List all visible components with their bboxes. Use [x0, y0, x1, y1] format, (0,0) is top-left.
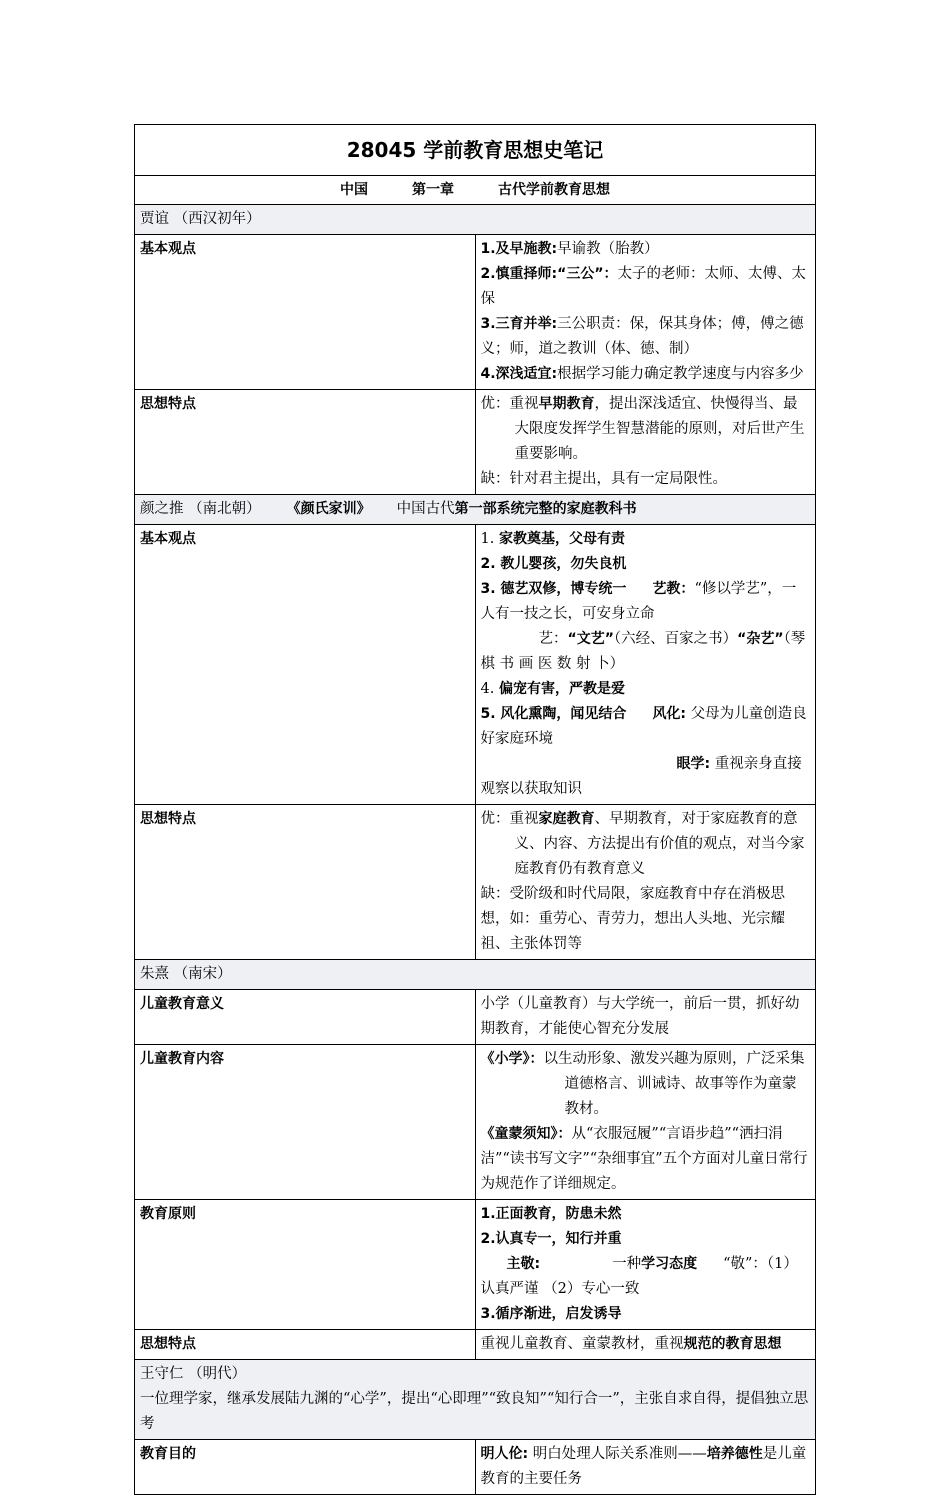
feature-pro: 优：重视早期教育，提出深浅适宜、快慢得当、最大限度发挥学生智慧潜能的原则，对后世产生重要影响。 [480, 396, 805, 462]
zhu-principle-row [135, 1200, 816, 1330]
content-xiaoxue: 《小学》：以生动形象、激发兴趣为原则，广泛采集道德格言、训诫诗、故事等作为童蒙教材。 [480, 1051, 805, 1117]
jiayi-feature-content [475, 390, 816, 495]
content-tongmeng: 《童蒙须知》：从“衣服冠履”“言语步趋”“洒扫涓洁”“读书写文字”“杂细事宜”五个方面对儿童日常行为规范作了详细规定。 [480, 1126, 808, 1192]
zhu-content-content [475, 1045, 816, 1200]
point-5: 5. 风化熏陶，闻见结合 风化: 父母为儿童创造良好家庭环境 [480, 706, 807, 747]
point-4: 4. 偏宠有害，严教是爱 [480, 681, 625, 697]
wang-goal-content: 明人伦: 明白处理人际关系准则——培养德性是儿童教育的主要任务 [475, 1440, 816, 1495]
section-zhu-header: 朱熹 （南宋） [135, 960, 816, 990]
chapter-country: 中国 [340, 182, 368, 198]
chapter-header [135, 176, 816, 205]
row-label: 教育目的 [135, 1440, 476, 1495]
principle-1: 1.正面教育，防患未然 [480, 1206, 622, 1222]
document-title: 28045 学前教育思想史笔记 [135, 125, 816, 176]
notes-table [134, 124, 816, 1495]
jiayi-feature-row [135, 390, 816, 495]
section-jiayi-header: 贾谊 （西汉初年） [135, 205, 816, 235]
point-3: 3.三育并举:三公职责：保，保其身体；傅，傅之德义；师，道之教训（体、德、制） [480, 316, 804, 357]
chapter-name: 古代学前教育思想 [498, 182, 610, 198]
chapter-number: 第一章 [412, 182, 454, 198]
notes-document [134, 124, 816, 1495]
yan-feature-row [135, 805, 816, 960]
point-3-arts: 艺：“文艺”（六经、百家之书）“杂艺”（琴 棋 书 画 医 数 射 卜） [480, 631, 806, 672]
zhu-feature-content: 重视儿童教育、童蒙教材，重视规范的教育思想 [475, 1330, 816, 1360]
zhu-content-row [135, 1045, 816, 1200]
feature-con: 缺：针对君主提出，具有一定局限性。 [480, 471, 727, 487]
point-3: 3. 德艺双修，博专统一 艺教：“修以学艺”，一人有一技之长，可安身立命 [480, 581, 797, 622]
zhu-meaning-content: 小学（儿童教育）与大学统一，前后一贯，抓好幼期教育，才能使心智充分发展 [475, 990, 816, 1045]
point-1: 1. 家教奠基，父母有责 [480, 531, 625, 547]
book-title: 《颜氏家训》 [286, 501, 371, 517]
principle-2-respect: 主敬: 一种学习态度 “敬”：（1）认真严谨 （2）专心一致 [480, 1256, 798, 1297]
point-2: 2.慎重择师:“三公”：太子的老师：太师、太傅、太保 [480, 266, 807, 307]
row-label: 思想特点 [135, 1330, 476, 1360]
point-1: 1.及早施教:早谕教（胎教） [480, 241, 659, 257]
point-2: 2. 教儿婴孩，勿失良机 [480, 556, 627, 572]
yan-basic-row [135, 525, 816, 805]
row-label: 思想特点 [135, 805, 476, 960]
yan-feature-content [475, 805, 816, 960]
yan-basic-content [475, 525, 816, 805]
row-label: 教育原则 [135, 1200, 476, 1330]
row-label: 思想特点 [135, 390, 476, 495]
section-yan-header: 颜之推 （南北朝） 《颜氏家训》 中国古代第一部系统完整的家庭教科书 [135, 495, 816, 525]
feature-con: 缺：受阶级和时代局限，家庭教育中存在消极思想，如：重劳心、青劳力，想出人头地、光宗耀祖、主张体罚等 [480, 886, 785, 952]
row-label: 儿童教育内容 [135, 1045, 476, 1200]
principle-2: 2.认真专一，知行并重 [480, 1231, 622, 1247]
wang-goal-row [135, 1440, 816, 1495]
feature-pro: 优：重视家庭教育、早期教育，对于家庭教育的意义、内容、方法提出有价值的观点，对当今家庭教育仍有教育意义 [480, 811, 805, 877]
zhu-principle-content [475, 1200, 816, 1330]
wang-intro: 一位理学家，继承发展陆九渊的“心学”，提出“心即理”“致良知”“知行合一”，主张自求自得，提倡独立思考 [140, 1391, 809, 1432]
section-wang-header: 王守仁 （明代） 一位理学家，继承发展陆九渊的“心学”，提出“心即理”“致良知”“知行合一”，主张自求自得，提倡独立思考 [135, 1360, 816, 1440]
row-label: 基本观点 [135, 235, 476, 390]
row-label: 基本观点 [135, 525, 476, 805]
zhu-meaning-row [135, 990, 816, 1045]
zhu-feature-row [135, 1330, 816, 1360]
principle-3: 3.循序渐进，启发诱导 [480, 1306, 622, 1322]
point-5-eye: 眼学: 重视亲身直接观察以获取知识 [480, 756, 802, 797]
row-label: 儿童教育意义 [135, 990, 476, 1045]
jiayi-basic-row [135, 235, 816, 390]
jiayi-basic-content [475, 235, 816, 390]
point-4: 4.深浅适宜:根据学习能力确定教学速度与内容多少 [480, 366, 804, 382]
